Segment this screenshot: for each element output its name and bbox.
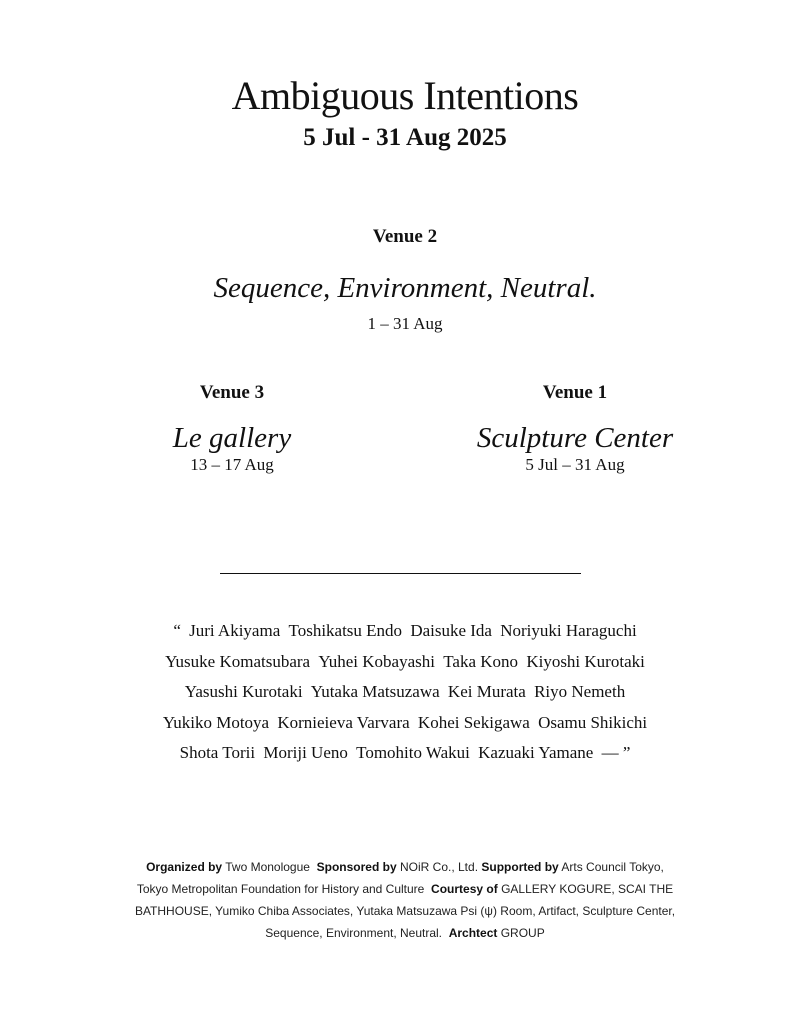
artist-name: Daisuke Ida	[410, 621, 492, 640]
artist-name: Osamu Shikichi	[538, 712, 648, 732]
courtesy-label: Courtesy of	[431, 882, 498, 896]
artist-name: Toshikatsu Endo	[288, 621, 403, 640]
artist-name: Taka Kono	[443, 651, 519, 671]
artist-name: Moriji Ueno	[263, 743, 348, 762]
supported-value: Arts Council Tokyo, Tokyo Metropolitan Foundation for History and Culture	[136, 860, 664, 896]
artist-name: Yukiko Motoya	[162, 712, 270, 732]
organized-label: Organized by	[146, 860, 223, 874]
section-divider	[220, 573, 581, 574]
close-quote: — ”	[601, 743, 631, 762]
venue-3-label: Venue 3	[199, 382, 265, 403]
artist-name: Noriyuki Haraguchi	[500, 621, 637, 640]
venue-3-dates: 13 – 17 Aug	[190, 455, 274, 474]
sponsored-value: NOiR Co., Ltd.	[400, 860, 479, 874]
credits-block	[130, 856, 680, 944]
supported-label: Supported by	[481, 860, 559, 874]
artist-name: Yusuke Komatsubara	[165, 651, 311, 671]
artist-name: Yutaka Matsuzawa	[310, 682, 440, 701]
venue-2-label: Venue 2	[372, 226, 438, 247]
artist-name: Riyo Nemeth	[534, 682, 626, 701]
artist-name: Kohei Sekigawa	[417, 712, 530, 732]
artist-name: Tomohito Wakui	[356, 743, 470, 762]
artist-name: Kornieieva Varvara	[277, 712, 410, 732]
artist-list	[160, 616, 650, 769]
artist-name: Juri Akiyama	[189, 621, 281, 640]
venue-3-block	[132, 382, 332, 475]
exhibition-dates: 5 Jul - 31 Aug 2025	[303, 124, 507, 151]
artist-name: Yuhei Kobayashi	[318, 651, 435, 671]
artist-name: Kei Murata	[447, 682, 526, 701]
artist-name: Yasushi Kurotaki	[184, 682, 303, 701]
sponsored-label: Sponsored by	[316, 860, 397, 874]
venue-1-label: Venue 1	[542, 382, 608, 403]
venue-1-block	[450, 382, 700, 475]
exhibition-title: Ambiguous Intentions	[231, 73, 579, 118]
venue-1-dates: 5 Jul – 31 Aug	[525, 455, 625, 474]
organized-value: Two Monologue	[225, 860, 310, 874]
venue-1-name: Sculpture Center	[476, 422, 674, 454]
venue-3-name: Le gallery	[172, 422, 292, 454]
courtesy-value: GALLERY KOGURE, SCAI THE BATHHOUSE, Yumiko Chiba Associates, Yutaka Matsuzawa Psi (ψ) Room, Artifact, Sculpture Center, Sequence, Environment, Neutral.	[134, 882, 676, 940]
artist-name: Shota Torii	[179, 743, 256, 762]
venue-2-dates: 1 – 31 Aug	[367, 314, 443, 333]
venue-2-name: Sequence, Environment, Neutral.	[213, 272, 597, 304]
artist-name: Kiyoshi Kurotaki	[526, 651, 645, 671]
architect-value: GROUP	[500, 926, 545, 940]
architect-label: Archtect	[448, 926, 498, 940]
open-quote: “	[173, 621, 181, 640]
artist-name: Kazuaki Yamane	[478, 743, 594, 762]
